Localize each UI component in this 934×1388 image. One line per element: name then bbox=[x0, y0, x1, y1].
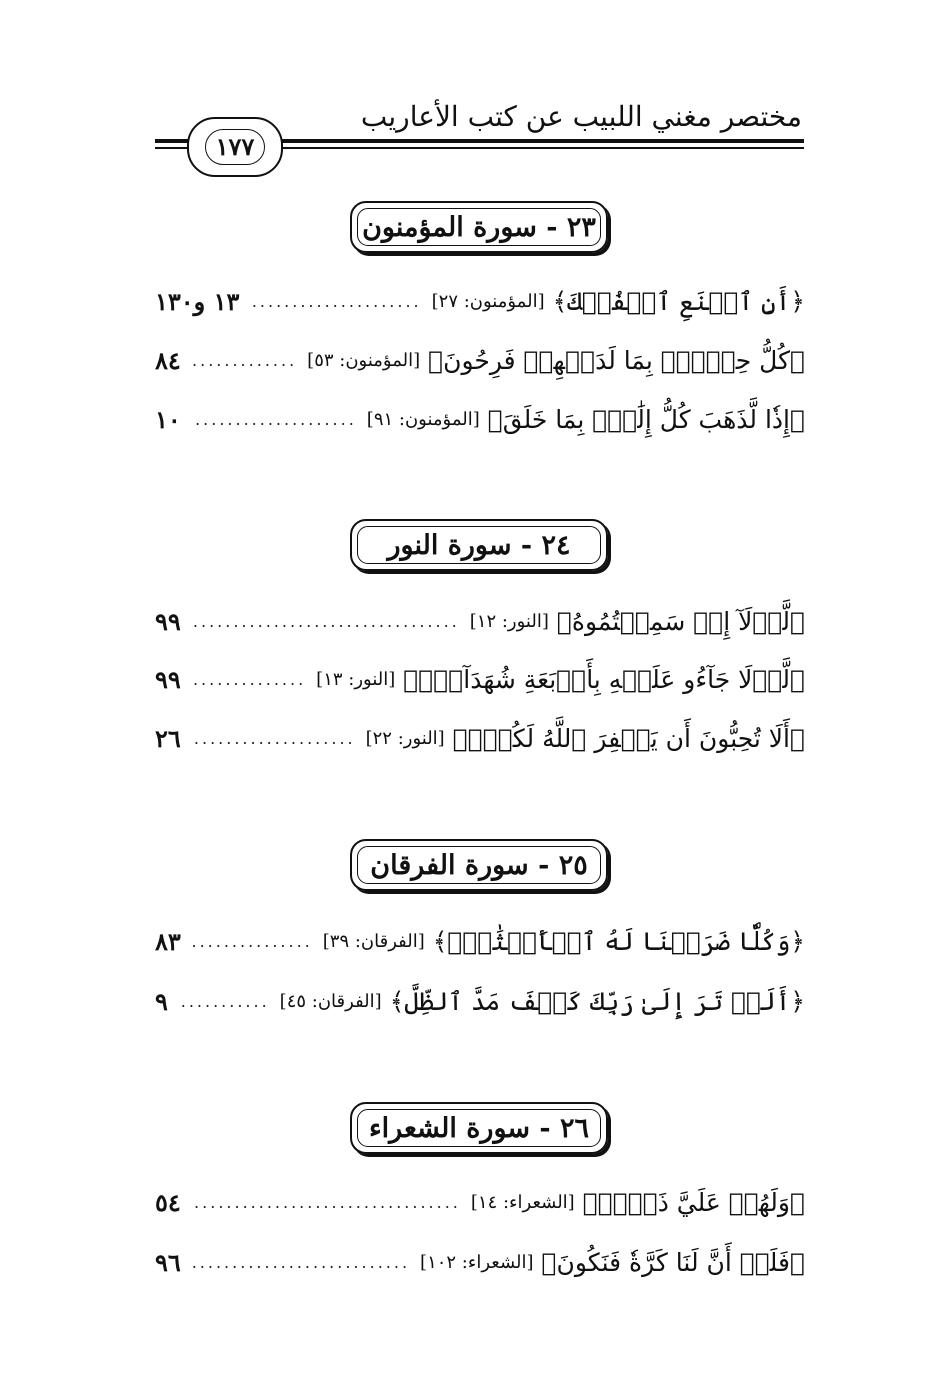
verse-reference: [الشعراء: ١٤] bbox=[470, 1191, 575, 1213]
page-ref: ٩٩ bbox=[155, 664, 181, 694]
sura-heading: ٢٤ - سورة النور bbox=[387, 529, 571, 561]
verse-text: ﴿أَلَمۡ تَرَ إِلَىٰ رَبِّكَ كَيۡفَ مَدَّ ٱلظِّلَّ﴾ bbox=[389, 986, 805, 1016]
verse-reference: [النور: ١٢] bbox=[469, 610, 549, 632]
index-entry bbox=[155, 397, 805, 441]
leader-dots bbox=[191, 1253, 410, 1272]
running-header-title: مختصر مغني اللبيب عن كتب الأعاريب bbox=[360, 100, 802, 133]
verse-reference: [الشعراء: ١٠٢] bbox=[420, 1251, 534, 1273]
index-entry bbox=[155, 279, 805, 323]
sura-heading: ٢٥ - سورة الفرقان bbox=[370, 849, 588, 881]
verse-reference: [النور: ٢٢] bbox=[365, 727, 445, 749]
verse-text: ﴿لَّوۡلَآ إِذۡ سَمِعۡتُمُوهُ﴾ bbox=[556, 606, 805, 636]
index-entry bbox=[155, 919, 805, 963]
index-entry bbox=[155, 1240, 805, 1284]
leader-dots bbox=[191, 670, 306, 689]
page-number-badge bbox=[187, 117, 283, 177]
page-ref: ١٠ bbox=[155, 404, 181, 434]
index-entry bbox=[155, 716, 805, 760]
leader-dots bbox=[191, 1193, 461, 1212]
leader-dots bbox=[191, 351, 297, 370]
verse-text: ﴿إِذٗا لَّذَهَبَ كُلُّ إِلَٰهِۭ بِمَا خَلَقَ﴾ bbox=[487, 404, 805, 434]
verse-text: ﴿لَّوۡلَا جَآءُو عَلَيۡهِ بِأَرۡبَعَةِ شُهَدَآءَۚ﴾ bbox=[403, 664, 805, 694]
verse-reference: [النور: ١٣] bbox=[316, 668, 396, 690]
verse-text: ﴿وَكُلّٗا ضَرَبۡنَا لَهُ ٱلۡأَمۡثَٰلَۖ﴾ bbox=[432, 926, 805, 956]
page-ref: ٥٤ bbox=[155, 1187, 181, 1217]
page-ref: ٢٦ bbox=[155, 723, 181, 753]
verse-reference: [المؤمنون: ٢٧] bbox=[431, 290, 545, 312]
leader-dots bbox=[191, 410, 357, 429]
page-ref: ٩ bbox=[155, 986, 168, 1016]
index-entry bbox=[155, 1180, 805, 1224]
page-ref: ٨٤ bbox=[155, 345, 181, 375]
page-ref: ١٣ و١٣٠ bbox=[155, 286, 240, 316]
page-ref: ٩٦ bbox=[155, 1247, 181, 1277]
leader-dots bbox=[191, 729, 356, 748]
sura-heading-box bbox=[350, 839, 608, 891]
leader-dots bbox=[191, 612, 460, 631]
verse-text: ﴿وَلَهُمۡ عَلَيَّ ذَنۢبٞ﴾ bbox=[582, 1187, 805, 1217]
index-entry bbox=[155, 599, 805, 643]
verse-reference: [المؤمنون: ٩١] bbox=[366, 408, 480, 430]
verse-text: ﴿كُلُّ حِزۡبِۭ بِمَا لَدَيۡهِمۡ فَرِحُونَ﴾ bbox=[428, 345, 805, 375]
sura-heading-box bbox=[350, 1102, 608, 1154]
verse-reference: [الفرقان: ٣٩] bbox=[322, 930, 425, 952]
verse-text: ﴿أَنِ ٱصۡنَعِ ٱلۡفُلۡكَ﴾ bbox=[552, 286, 805, 316]
sura-heading-box bbox=[350, 519, 608, 571]
page-number: ١٧٧ bbox=[205, 129, 266, 165]
index-entry bbox=[155, 979, 805, 1023]
leader-dots bbox=[191, 932, 313, 951]
sura-heading: ٢٦ - سورة الشعراء bbox=[368, 1112, 590, 1144]
page-ref: ٩٩ bbox=[155, 606, 181, 636]
sura-heading: ٢٣ - سورة المؤمنون bbox=[362, 211, 596, 243]
verse-reference: [المؤمنون: ٥٣] bbox=[307, 349, 421, 371]
index-entry bbox=[155, 657, 805, 701]
verse-text: ﴿أَلَا تُحِبُّونَ أَن يَغۡفِرَ ٱللَّهُ لَكُمۡۚ﴾ bbox=[452, 723, 805, 753]
verse-reference: [الفرقان: ٤٥] bbox=[279, 990, 382, 1012]
verse-text: ﴿فَلَوۡ أَنَّ لَنَا كَرَّةٗ فَنَكُونَ﴾ bbox=[541, 1247, 805, 1277]
index-entry bbox=[155, 338, 805, 382]
leader-dots bbox=[178, 992, 270, 1011]
page-ref: ٨٣ bbox=[155, 926, 181, 956]
leader-dots bbox=[249, 292, 421, 311]
sura-heading-box bbox=[350, 201, 608, 253]
